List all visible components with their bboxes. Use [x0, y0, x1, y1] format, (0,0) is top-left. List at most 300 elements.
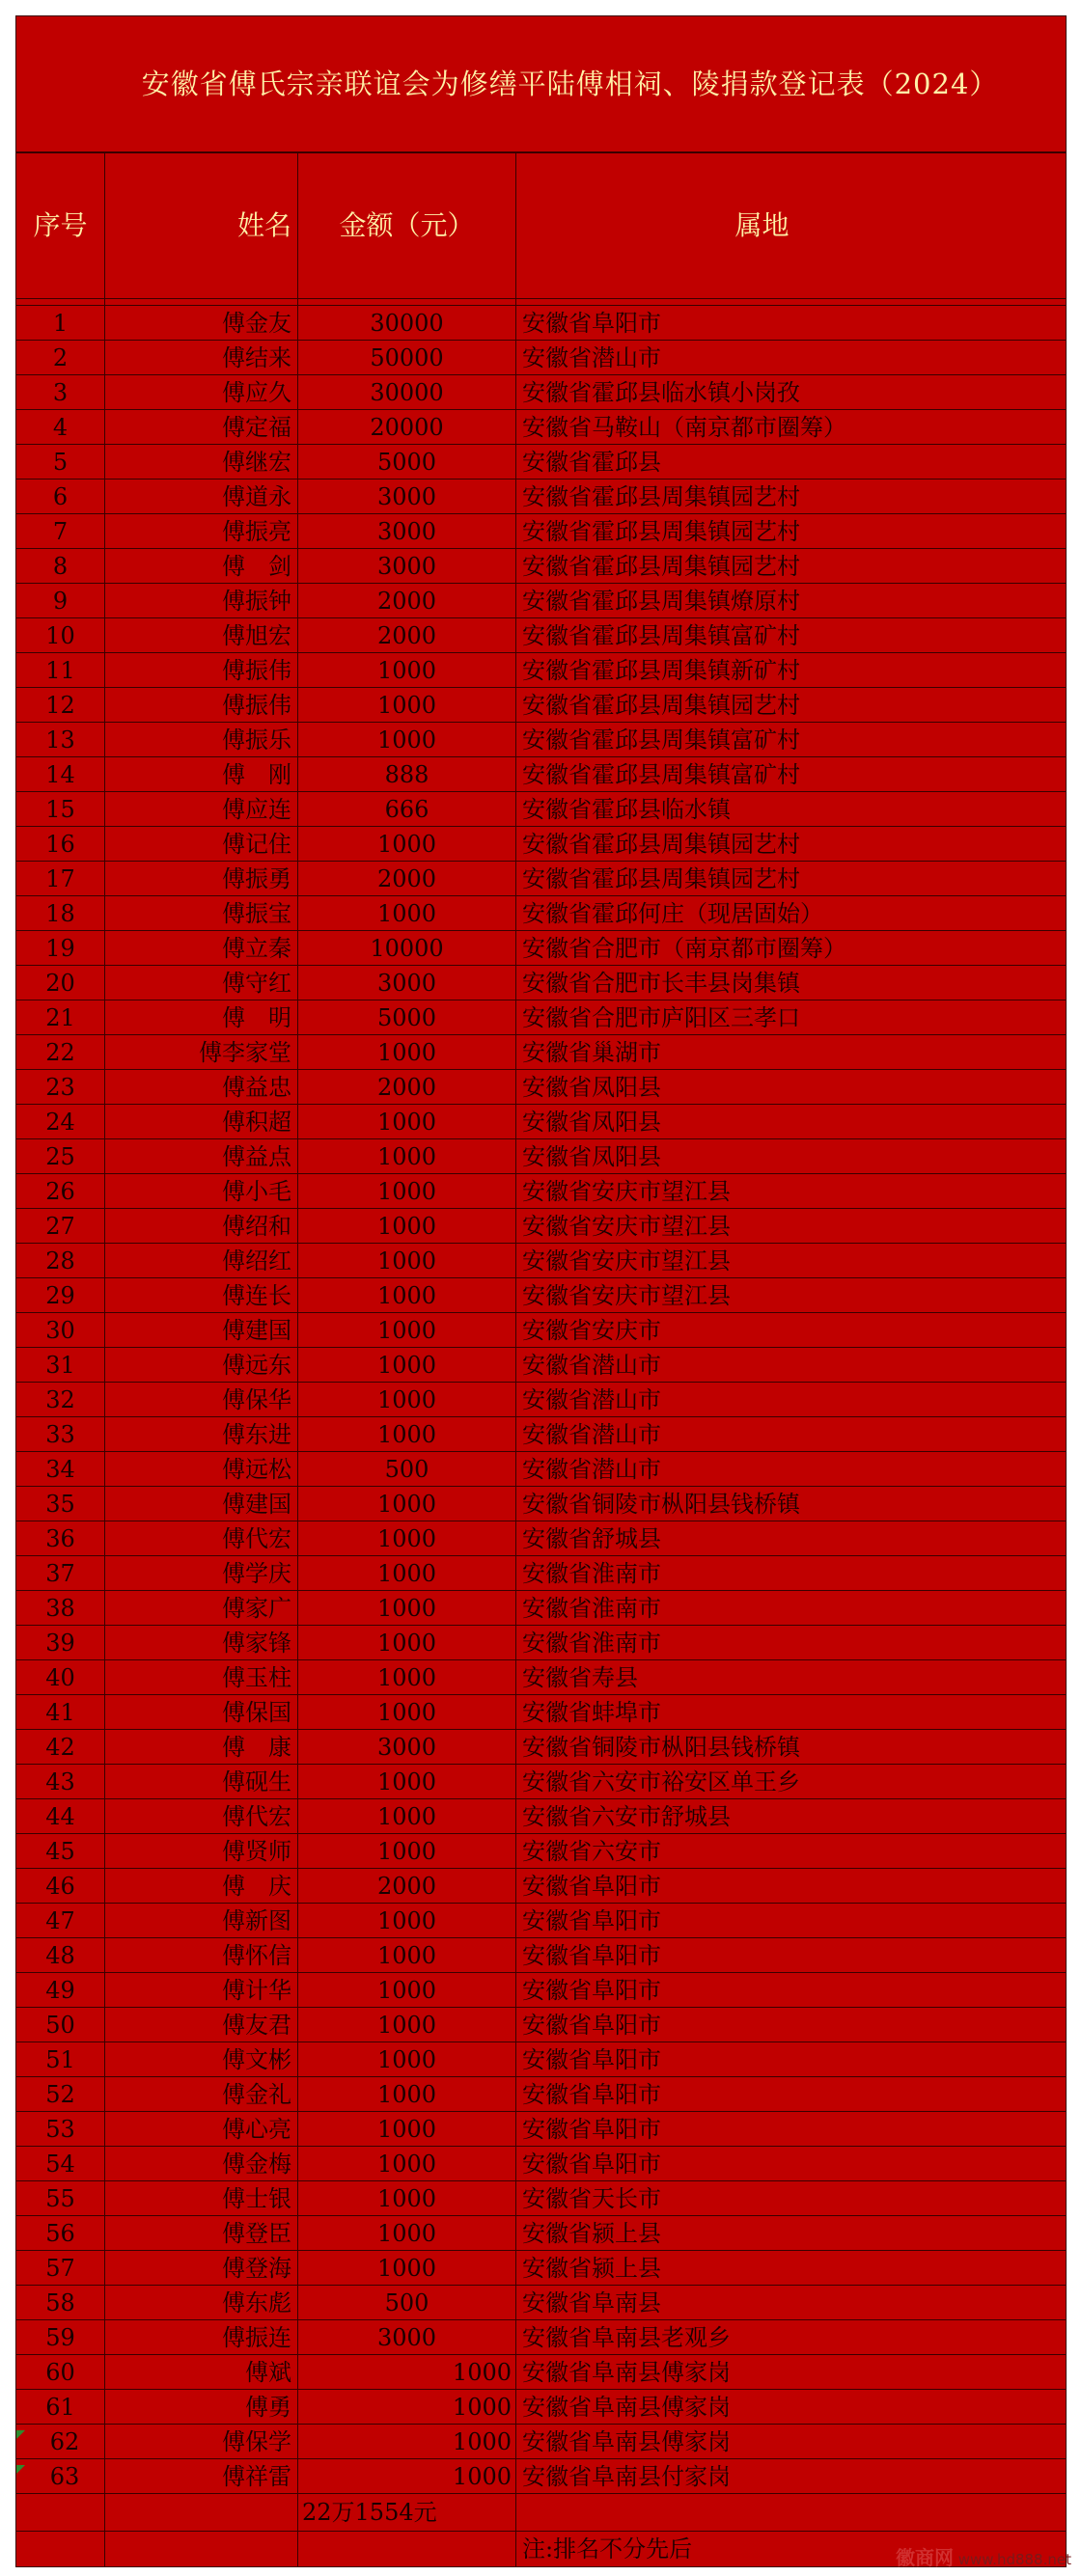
- row-location: 安徽省凤阳县: [516, 1070, 1067, 1105]
- row-location: 安徽省霍邱县周集镇园艺村: [516, 688, 1067, 723]
- row-amount: 1000: [298, 1383, 516, 1417]
- header-index: 序号: [16, 152, 105, 299]
- row-name: 傅新图: [105, 1904, 298, 1938]
- row-name: 傅定福: [105, 410, 298, 445]
- row-index: 6: [16, 480, 105, 514]
- row-amount: 666: [298, 792, 516, 827]
- row-location: 安徽省阜阳市: [516, 1869, 1067, 1904]
- table-row: [16, 1487, 1067, 1521]
- title-row: [16, 16, 1067, 153]
- row-index: 50: [16, 2008, 105, 2042]
- row-name: 傅东进: [105, 1417, 298, 1452]
- table-row: [16, 1799, 1067, 1834]
- spacer-row: [16, 299, 1067, 306]
- row-location: 安徽省合肥市庐阳区三孝口: [516, 1000, 1067, 1035]
- row-amount: 1000: [298, 1556, 516, 1591]
- row-amount: 1000: [298, 2216, 516, 2251]
- row-name: 傅振亮: [105, 514, 298, 549]
- row-index: 33: [16, 1417, 105, 1452]
- table-row: [16, 1174, 1067, 1209]
- table-row: [16, 1626, 1067, 1660]
- row-location: 安徽省六安市裕安区单王乡: [516, 1765, 1067, 1799]
- row-name: 傅友君: [105, 2008, 298, 2042]
- row-index: 36: [16, 1521, 105, 1556]
- row-index: 12: [16, 688, 105, 723]
- table-row: [16, 1417, 1067, 1452]
- row-name: 傅振宝: [105, 896, 298, 931]
- page-title: 安徽省傅氏宗亲联谊会为修缮平陆傅相祠、陵捐款登记表（2024）: [16, 16, 1067, 153]
- row-name: 傅建国: [105, 1487, 298, 1521]
- row-location: 安徽省潜山市: [516, 1452, 1067, 1487]
- row-index: 13: [16, 723, 105, 757]
- table-row: [16, 341, 1067, 375]
- row-amount: 5000: [298, 1000, 516, 1035]
- row-name: 傅继宏: [105, 445, 298, 480]
- table-row: [16, 306, 1067, 341]
- row-name: 傅保华: [105, 1383, 298, 1417]
- row-name: 傅砚生: [105, 1765, 298, 1799]
- table-row: [16, 2216, 1067, 2251]
- row-name: 傅守红: [105, 966, 298, 1000]
- row-index-text: 62: [49, 2427, 80, 2455]
- row-location: 安徽省寿县: [516, 1660, 1067, 1695]
- row-amount: 1000: [298, 1313, 516, 1348]
- table-row: [16, 827, 1067, 862]
- row-location: 安徽省潜山市: [516, 341, 1067, 375]
- row-amount: 1000: [298, 723, 516, 757]
- row-amount: 1000: [298, 2112, 516, 2147]
- row-amount: 3000: [298, 549, 516, 584]
- table-row: [16, 1348, 1067, 1383]
- row-location: 安徽省潜山市: [516, 1417, 1067, 1452]
- row-amount: 1000: [298, 2251, 516, 2286]
- table-row: [16, 1730, 1067, 1765]
- note-empty-cell: [105, 2532, 298, 2567]
- table-row: [16, 2147, 1067, 2181]
- row-location: 安徽省霍邱县周集镇园艺村: [516, 480, 1067, 514]
- row-location: 安徽省阜阳市: [516, 2112, 1067, 2147]
- row-location: 安徽省阜南县傅家岗: [516, 2355, 1067, 2390]
- row-name: 傅斌: [105, 2355, 298, 2390]
- row-amount: 1000: [298, 2459, 516, 2494]
- row-index: 25: [16, 1139, 105, 1174]
- row-location: 安徽省霍邱县周集镇新矿村: [516, 653, 1067, 688]
- total-empty-cell: [16, 2494, 105, 2532]
- row-location: 安徽省霍邱县临水镇: [516, 792, 1067, 827]
- row-index: 45: [16, 1834, 105, 1869]
- row-index: 52: [16, 2077, 105, 2112]
- table-row: [16, 1209, 1067, 1244]
- row-location: 安徽省六安市: [516, 1834, 1067, 1869]
- donation-table: [15, 15, 1067, 2567]
- row-index: 1: [16, 306, 105, 341]
- row-index: 59: [16, 2320, 105, 2355]
- row-location: 安徽省霍邱县周集镇园艺村: [516, 862, 1067, 896]
- row-name: 傅 刚: [105, 757, 298, 792]
- spacer-cell: [516, 299, 1067, 306]
- row-name: 傅益点: [105, 1139, 298, 1174]
- row-location: 安徽省霍邱县周集镇园艺村: [516, 827, 1067, 862]
- row-amount: 1000: [298, 1904, 516, 1938]
- row-index: 23: [16, 1070, 105, 1105]
- row-name: 傅保国: [105, 1695, 298, 1730]
- row-amount: 1000: [298, 2008, 516, 2042]
- row-name: 傅立秦: [105, 931, 298, 966]
- row-name: 傅 剑: [105, 549, 298, 584]
- row-name: 傅金友: [105, 306, 298, 341]
- row-name: 傅东彪: [105, 2286, 298, 2320]
- row-location: 安徽省天长市: [516, 2181, 1067, 2216]
- row-index: 21: [16, 1000, 105, 1035]
- row-amount: 1000: [298, 2181, 516, 2216]
- row-location: 安徽省合肥市（南京都市圈筹）: [516, 931, 1067, 966]
- row-location: 安徽省阜阳市: [516, 1973, 1067, 2008]
- row-location: 安徽省霍邱县周集镇燎原村: [516, 584, 1067, 618]
- row-location: 安徽省马鞍山（南京都市圈筹）: [516, 410, 1067, 445]
- row-index: 40: [16, 1660, 105, 1695]
- row-index: 38: [16, 1591, 105, 1626]
- row-name: 傅振乐: [105, 723, 298, 757]
- table-row: [16, 1452, 1067, 1487]
- table-row: [16, 792, 1067, 827]
- row-name: 傅记住: [105, 827, 298, 862]
- row-amount: 1000: [298, 2355, 516, 2390]
- row-name: 傅 庆: [105, 1869, 298, 1904]
- table-row: [16, 2459, 1067, 2494]
- total-amount: 22万1554元: [298, 2494, 516, 2532]
- row-index: 44: [16, 1799, 105, 1834]
- row-name: 傅建国: [105, 1313, 298, 1348]
- row-name: 傅小毛: [105, 1174, 298, 1209]
- row-index: 48: [16, 1938, 105, 1973]
- table-row: [16, 1139, 1067, 1174]
- row-amount: 1000: [298, 1244, 516, 1278]
- row-index: 58: [16, 2286, 105, 2320]
- row-name: 傅旭宏: [105, 618, 298, 653]
- header-row: [16, 152, 1067, 299]
- spacer-cell: [105, 299, 298, 306]
- header-amount: 金额（元）: [298, 152, 516, 299]
- row-location: 安徽省蚌埠市: [516, 1695, 1067, 1730]
- row-location: 安徽省霍邱县周集镇富矿村: [516, 618, 1067, 653]
- row-name: 傅怀信: [105, 1938, 298, 1973]
- row-index: 5: [16, 445, 105, 480]
- table-row: [16, 653, 1067, 688]
- row-index: 20: [16, 966, 105, 1000]
- table-row: [16, 1591, 1067, 1626]
- row-amount: 2000: [298, 618, 516, 653]
- row-amount: 3000: [298, 2320, 516, 2355]
- row-index: 49: [16, 1973, 105, 2008]
- row-amount: 1000: [298, 1035, 516, 1070]
- row-location: 安徽省安庆市: [516, 1313, 1067, 1348]
- row-index: 61: [16, 2390, 105, 2425]
- row-location: 安徽省阜阳市: [516, 2042, 1067, 2077]
- row-amount: 3000: [298, 1730, 516, 1765]
- row-location: 安徽省霍邱县周集镇富矿村: [516, 757, 1067, 792]
- row-amount: 2000: [298, 1869, 516, 1904]
- table-row: [16, 1105, 1067, 1139]
- row-amount: 1000: [298, 1487, 516, 1521]
- row-index: 18: [16, 896, 105, 931]
- table-row: [16, 2286, 1067, 2320]
- table-row: [16, 584, 1067, 618]
- row-index: 47: [16, 1904, 105, 1938]
- table-row: [16, 549, 1067, 584]
- row-location: 安徽省潜山市: [516, 1348, 1067, 1383]
- row-index: 8: [16, 549, 105, 584]
- row-name: 傅代宏: [105, 1521, 298, 1556]
- row-location: 安徽省阜阳市: [516, 2147, 1067, 2181]
- row-amount: 1000: [298, 1834, 516, 1869]
- row-name: 傅贤师: [105, 1834, 298, 1869]
- row-name: 傅计华: [105, 1973, 298, 2008]
- row-location: 安徽省霍邱县: [516, 445, 1067, 480]
- row-index: 55: [16, 2181, 105, 2216]
- table-row: [16, 1660, 1067, 1695]
- row-amount: 1000: [298, 1660, 516, 1695]
- row-index: 57: [16, 2251, 105, 2286]
- row-amount: 1000: [298, 1105, 516, 1139]
- row-index: 14: [16, 757, 105, 792]
- row-name: 傅振伟: [105, 688, 298, 723]
- row-index: [16, 2425, 105, 2459]
- row-name: 傅学庆: [105, 1556, 298, 1591]
- table-row: [16, 2008, 1067, 2042]
- row-location: 安徽省阜南县傅家岗: [516, 2390, 1067, 2425]
- row-location: 安徽省阜阳市: [516, 2077, 1067, 2112]
- row-index: 10: [16, 618, 105, 653]
- row-name: 傅绍和: [105, 1209, 298, 1244]
- row-location: 安徽省合肥市长丰县岗集镇: [516, 966, 1067, 1000]
- row-index: 30: [16, 1313, 105, 1348]
- row-location: 安徽省安庆市望江县: [516, 1244, 1067, 1278]
- row-amount: 500: [298, 2286, 516, 2320]
- table-row: [16, 1938, 1067, 1973]
- footnote: 注:排名不分先后: [516, 2532, 1067, 2567]
- row-index: 19: [16, 931, 105, 966]
- row-location: 安徽省安庆市望江县: [516, 1278, 1067, 1313]
- watermark-url: www.hd888.net: [957, 2551, 1071, 2568]
- row-index: 56: [16, 2216, 105, 2251]
- row-location: 安徽省铜陵市枞阳县钱桥镇: [516, 1487, 1067, 1521]
- row-location: 安徽省凤阳县: [516, 1139, 1067, 1174]
- row-index: 2: [16, 341, 105, 375]
- row-index: 28: [16, 1244, 105, 1278]
- table-row: [16, 1695, 1067, 1730]
- row-location: 安徽省淮南市: [516, 1556, 1067, 1591]
- table-row: [16, 1035, 1067, 1070]
- row-index-text: 63: [49, 2462, 80, 2490]
- table-row: [16, 1973, 1067, 2008]
- row-amount: 1000: [298, 1765, 516, 1799]
- row-name: 傅家广: [105, 1591, 298, 1626]
- row-name: 傅结来: [105, 341, 298, 375]
- row-index: 46: [16, 1869, 105, 1904]
- row-amount: 1000: [298, 688, 516, 723]
- row-location: 安徽省淮南市: [516, 1626, 1067, 1660]
- row-name: 傅登海: [105, 2251, 298, 2286]
- row-amount: 1000: [298, 1209, 516, 1244]
- row-index: 41: [16, 1695, 105, 1730]
- comment-flag-icon: [16, 2465, 25, 2474]
- row-name: 傅 明: [105, 1000, 298, 1035]
- row-amount: 1000: [298, 827, 516, 862]
- row-amount: 500: [298, 1452, 516, 1487]
- row-amount: 30000: [298, 375, 516, 410]
- row-index: 35: [16, 1487, 105, 1521]
- row-index: 51: [16, 2042, 105, 2077]
- row-amount: 1000: [298, 1591, 516, 1626]
- row-amount: 2000: [298, 862, 516, 896]
- total-row: [16, 2494, 1067, 2532]
- row-index: 11: [16, 653, 105, 688]
- table-row: [16, 723, 1067, 757]
- row-index: 16: [16, 827, 105, 862]
- row-index: 53: [16, 2112, 105, 2147]
- row-amount: 1000: [298, 1799, 516, 1834]
- row-index: 34: [16, 1452, 105, 1487]
- table-row: [16, 966, 1067, 1000]
- row-amount: 1000: [298, 1938, 516, 1973]
- row-amount: 5000: [298, 445, 516, 480]
- row-index: 31: [16, 1348, 105, 1383]
- donation-sheet: [15, 15, 1066, 2567]
- row-location: 安徽省阜南县: [516, 2286, 1067, 2320]
- row-name: 傅玉柱: [105, 1660, 298, 1695]
- row-name: 傅远松: [105, 1452, 298, 1487]
- row-location: 安徽省阜阳市: [516, 1938, 1067, 1973]
- table-row: [16, 1556, 1067, 1591]
- header-name: 姓名: [105, 152, 298, 299]
- row-name: 傅心亮: [105, 2112, 298, 2147]
- row-index: 54: [16, 2147, 105, 2181]
- row-location: 安徽省凤阳县: [516, 1105, 1067, 1139]
- row-name: 傅文彬: [105, 2042, 298, 2077]
- table-row: [16, 757, 1067, 792]
- row-amount: 20000: [298, 410, 516, 445]
- row-name: 傅应连: [105, 792, 298, 827]
- row-index: 60: [16, 2355, 105, 2390]
- comment-flag-icon: [16, 2430, 25, 2439]
- row-name: 傅登臣: [105, 2216, 298, 2251]
- row-amount: 1000: [298, 1278, 516, 1313]
- row-amount: 1000: [298, 2425, 516, 2459]
- row-amount: 1000: [298, 1417, 516, 1452]
- row-amount: 1000: [298, 2077, 516, 2112]
- table-row: [16, 618, 1067, 653]
- row-location: 安徽省安庆市望江县: [516, 1174, 1067, 1209]
- table-row: [16, 1244, 1067, 1278]
- table-row: [16, 2251, 1067, 2286]
- total-empty-cell: [105, 2494, 298, 2532]
- row-name: 傅祥雷: [105, 2459, 298, 2494]
- row-amount: 10000: [298, 931, 516, 966]
- site-watermark: [896, 2542, 1071, 2570]
- table-row: [16, 1070, 1067, 1105]
- table-row: [16, 2042, 1067, 2077]
- row-location: 安徽省阜阳市: [516, 1904, 1067, 1938]
- table-row: [16, 2112, 1067, 2147]
- row-location: 安徽省阜南县老观乡: [516, 2320, 1067, 2355]
- row-index: 27: [16, 1209, 105, 1244]
- row-location: 安徽省颍上县: [516, 2251, 1067, 2286]
- table-row: [16, 445, 1067, 480]
- row-amount: 2000: [298, 584, 516, 618]
- row-location: 安徽省阜阳市: [516, 306, 1067, 341]
- table-row: [16, 2425, 1067, 2459]
- note-empty-cell: [298, 2532, 516, 2567]
- row-amount: 1000: [298, 2147, 516, 2181]
- row-location: 安徽省六安市舒城县: [516, 1799, 1067, 1834]
- row-amount: 1000: [298, 1174, 516, 1209]
- row-amount: 1000: [298, 1695, 516, 1730]
- row-index: 15: [16, 792, 105, 827]
- table-row: [16, 1521, 1067, 1556]
- table-row: [16, 1765, 1067, 1799]
- row-amount: 30000: [298, 306, 516, 341]
- table-row: [16, 2355, 1067, 2390]
- row-amount: 1000: [298, 1348, 516, 1383]
- row-amount: 1000: [298, 896, 516, 931]
- row-name: 傅李家堂: [105, 1035, 298, 1070]
- row-index: 32: [16, 1383, 105, 1417]
- table-row: [16, 1834, 1067, 1869]
- row-amount: 1000: [298, 653, 516, 688]
- table-row: [16, 1313, 1067, 1348]
- row-index: 37: [16, 1556, 105, 1591]
- table-row: [16, 2320, 1067, 2355]
- table-row: [16, 514, 1067, 549]
- table-row: [16, 1869, 1067, 1904]
- row-location: 安徽省霍邱县临水镇小岗孜: [516, 375, 1067, 410]
- table-row: [16, 862, 1067, 896]
- row-name: 傅 康: [105, 1730, 298, 1765]
- table-row: [16, 2077, 1067, 2112]
- row-name: 傅振伟: [105, 653, 298, 688]
- row-amount: 1000: [298, 1626, 516, 1660]
- row-amount: 3000: [298, 514, 516, 549]
- row-location: 安徽省淮南市: [516, 1591, 1067, 1626]
- row-amount: 1000: [298, 2042, 516, 2077]
- row-name: 傅积超: [105, 1105, 298, 1139]
- row-location: 安徽省潜山市: [516, 1383, 1067, 1417]
- spacer-cell: [16, 299, 105, 306]
- row-location: 安徽省霍邱县周集镇园艺村: [516, 549, 1067, 584]
- table-row: [16, 1383, 1067, 1417]
- row-index: 7: [16, 514, 105, 549]
- row-amount: 1000: [298, 1521, 516, 1556]
- row-name: 傅金梅: [105, 2147, 298, 2181]
- row-index: 26: [16, 1174, 105, 1209]
- row-name: 傅应久: [105, 375, 298, 410]
- row-location: 安徽省安庆市望江县: [516, 1209, 1067, 1244]
- row-index: 9: [16, 584, 105, 618]
- table-row: [16, 2390, 1067, 2425]
- row-name: 傅士银: [105, 2181, 298, 2216]
- row-amount: 1000: [298, 1973, 516, 2008]
- table-row: [16, 931, 1067, 966]
- row-location: 安徽省铜陵市枞阳县钱桥镇: [516, 1730, 1067, 1765]
- row-index: 17: [16, 862, 105, 896]
- table-row: [16, 896, 1067, 931]
- table-row: [16, 1000, 1067, 1035]
- header-location: 属地: [516, 152, 1067, 299]
- row-amount: 3000: [298, 966, 516, 1000]
- table-row: [16, 410, 1067, 445]
- row-location: 安徽省霍邱县周集镇园艺村: [516, 514, 1067, 549]
- row-location: 安徽省巢湖市: [516, 1035, 1067, 1070]
